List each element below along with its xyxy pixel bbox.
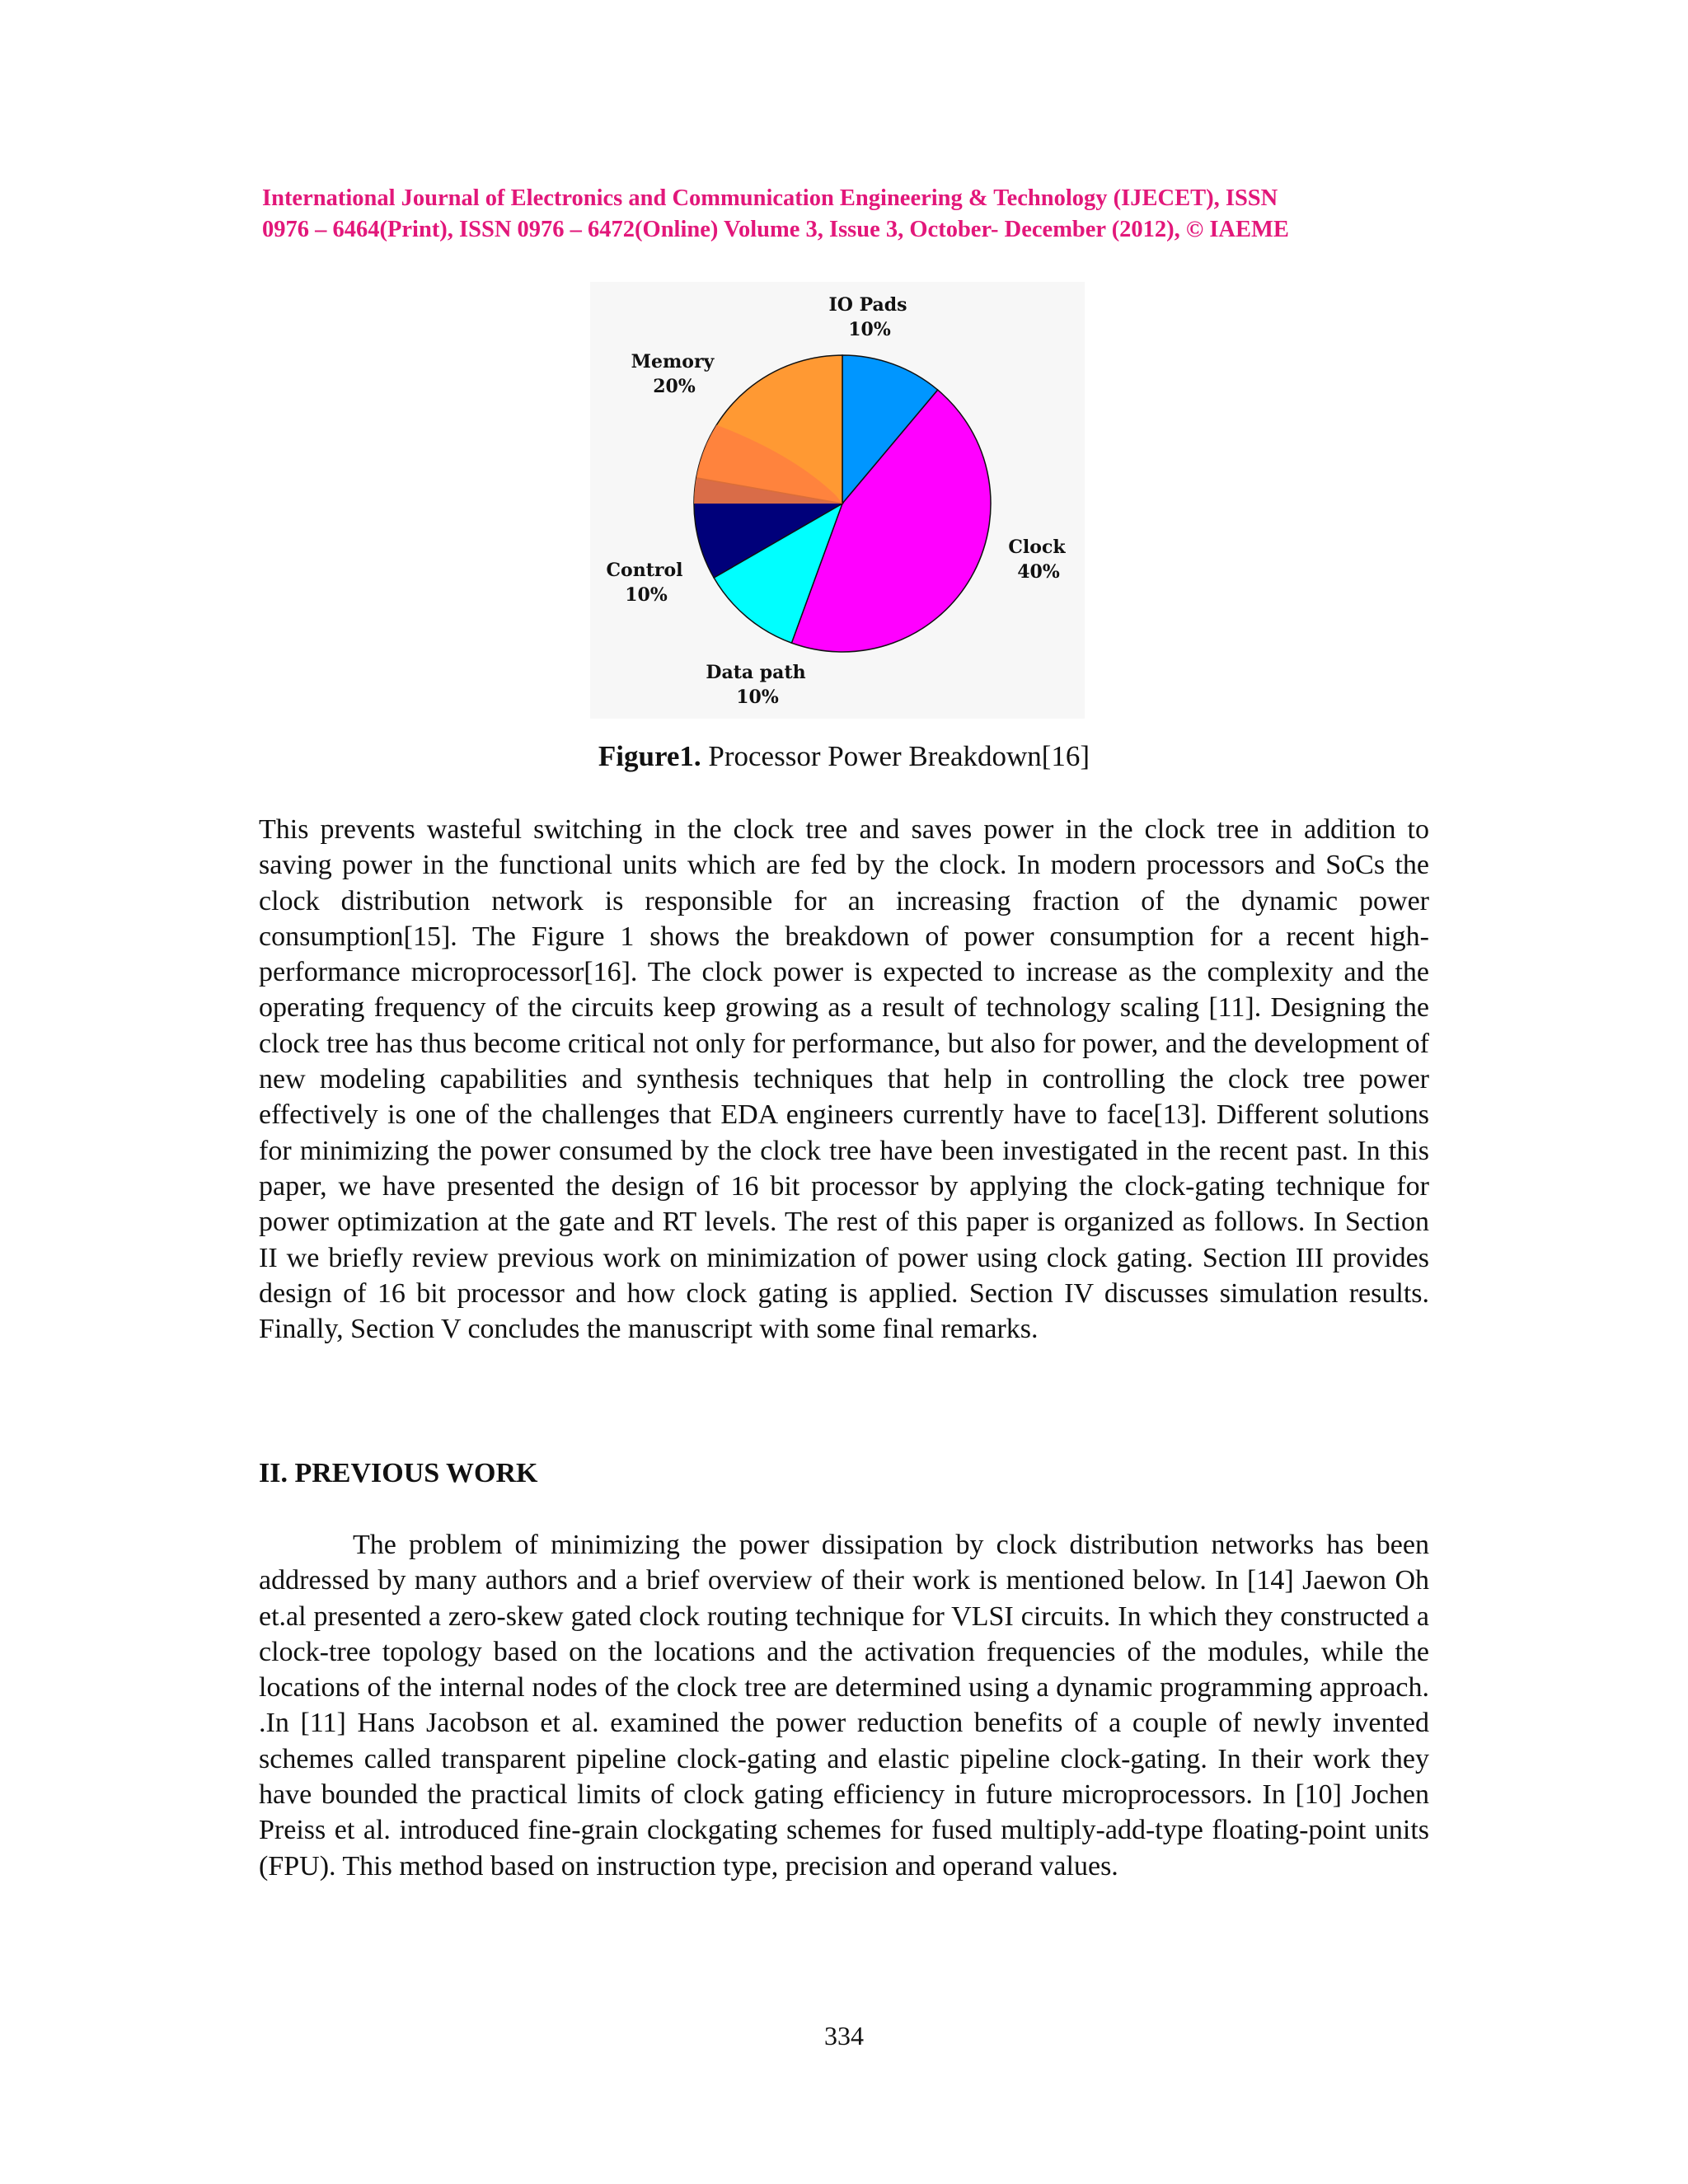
pie-label-data-path: Data path xyxy=(706,662,806,683)
pie-label-clock: Clock xyxy=(1008,537,1066,558)
pie-label-control: Control xyxy=(606,560,683,581)
journal-header xyxy=(262,183,1432,246)
figure-caption xyxy=(0,738,1688,775)
pie-value-clock: 40% xyxy=(1017,561,1060,583)
pie-value-data-path: 10% xyxy=(736,687,779,708)
pie-chart-figure xyxy=(590,282,1085,719)
pie-value-memory: 20% xyxy=(653,376,696,397)
pie-chart xyxy=(590,282,1085,719)
journal-header-line2: 0976 – 6464(Print), ISSN 0976 – 6472(Online) Volume 3, Issue 3, October- December (2012), © IAEME xyxy=(262,217,1289,242)
section-heading-previous-work: II. PREVIOUS WORK xyxy=(259,1458,538,1488)
page-number: 334 xyxy=(824,2021,864,2050)
figure-caption-label: Figure1. xyxy=(598,740,701,772)
pie-value-control: 10% xyxy=(625,584,668,606)
body-paragraph-1: This prevents wasteful switching in the clock tree and saves power in the clock tree in addition to saving power in the functional units which are fed by the clock. In modern processors and SoCs the clock distribution network is responsible for an increasing fraction of the dynamic power consumption[15]. The Figure 1 shows the breakdown of power consumption for a recent high-performance microprocessor[16]. The clock power is expected to increase as the complexity and the operating frequency of the circuits keep growing as a result of technology scaling [11]. Designing the clock tree has thus become critical not only for performance, but also for power, and the development of new modeling capabilities and synthesis techniques that help in controlling the clock tree power effectively is one of the challenges that EDA engineers currently have to face[13]. Different solutions for minimizing the power consumed by the clock tree have been investigated in the recent past. In this paper, we have presented the design of 16 bit processor by applying the clock-gating technique for power optimization at the gate and RT levels. The rest of this paper is organized as follows. In Section II we briefly review previous work on minimization of power using clock gating. Section III provides design of 16 bit processor and how clock gating is applied. Section IV discusses simulation results. Finally, Section V concludes the manuscript with some final remarks. xyxy=(259,814,1429,1345)
pie-label-memory: Memory xyxy=(631,351,715,373)
pie-label-io-pads: IO Pads xyxy=(828,294,907,316)
pie-value-io-pads: 10% xyxy=(848,319,891,340)
body-paragraph-2: The problem of minimizing the power dissipation by clock distribution networks has been addressed by many authors and a brief overview of their work is mentioned below. In [14] Jaewon Oh et.al presented a zero-skew gated clock routing technique for VLSI circuits. In which they constructed a clock-tree topology based on the locations and the activation frequencies of the modules, while the locations of the internal nodes of the clock tree are determined using a dynamic programming approach. .In [11] Hans Jacobson et al. examined the power reduction benefits of a couple of newly invented schemes called transparent pipeline clock-gating and elastic pipeline clock-gating. In their work they have bounded the practical limits of clock gating efficiency in future microprocessors. In [10] Jochen Preiss et al. introduced fine-grain clockgating schemes for fused multiply-add-type floating-point units (FPU). This method based on instruction type, precision and operand values. xyxy=(259,1530,1429,1882)
journal-header-line1: International Journal of Electronics and Communication Engineering & Technology (IJECET), ISSN xyxy=(262,185,1278,211)
figure-caption-text: Processor Power Breakdown[16] xyxy=(701,740,1090,772)
